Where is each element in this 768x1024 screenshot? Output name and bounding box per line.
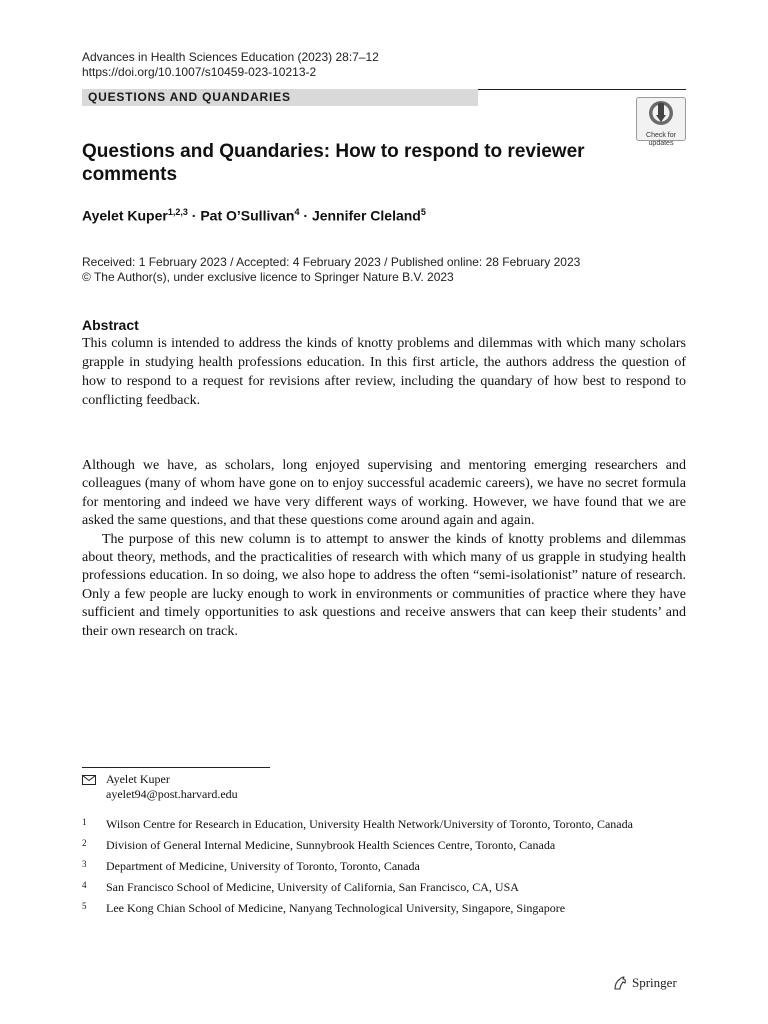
affiliation-number: 3 [82,859,87,869]
author-affil-sup: 1,2,3 [167,207,188,217]
journal-line: Advances in Health Sciences Education (2023) 28:7–12 [82,50,379,64]
author-name[interactable]: Ayelet Kuper [82,207,168,224]
affiliation-number: 4 [82,880,87,890]
affiliation-item [82,838,642,852]
badge-line1: Check for [646,132,676,139]
crossmark-icon [648,100,674,126]
author-name[interactable]: Jennifer Cleland [311,207,421,224]
affiliation-item [82,880,642,894]
affiliation-item [82,859,642,873]
publication-dates: Received: 1 February 2023 / Accepted: 4 February 2023 / Published online: 28 February 2023 [82,255,581,269]
copyright-line: © The Author(s), under exclusive licence to Springer Nature B.V. 2023 [82,270,454,284]
affiliation-number: 2 [82,838,87,848]
body-paragraph: The purpose of this new column is to attempt to answer the kinds of knotty problems and dilemmas about theory, methods, and the practicalities of research with which many of us grapple in studying health professions education. In so doing, we also hope to address the often “semi-isolationist” nature of research. Only a few people are lucky enough to work in environments or communities of practice where they have sufficient and timely opportunities to ask questions and receive answers that can keep their students’ and their own research on track. [82,531,686,639]
publication-info [82,255,580,285]
affiliation-text: Wilson Centre for Research in Education, University Health Network/University of Toronto, Toronto, Canada [106,817,633,831]
springer-horse-icon [612,975,628,991]
footnote-rule [82,767,270,768]
author-list [82,207,426,224]
journal-citation [82,50,379,80]
affiliations [82,817,642,922]
header-rule [478,89,686,90]
corresponding-email[interactable]: ayelet94@post.harvard.edu [106,787,238,801]
section-label: QUESTIONS AND QUANDARIES [82,89,478,106]
body-text [82,457,686,641]
affiliation-item [82,901,642,915]
author-affil-sup: 5 [420,207,426,217]
badge-line2: updates [648,140,674,147]
affiliation-item [82,817,642,831]
affiliation-text: Division of General Internal Medicine, Sunnybrook Health Sciences Centre, Toronto, Canada [106,838,556,852]
envelope-icon [82,775,96,785]
body-paragraph: Although we have, as scholars, long enjoyed supervising and mentoring emerging researchers and colleagues (many of whom have gone on to enjoy successful academic careers), we have no secret formula for mentoring and indeed we have very different ways of working. However, we have found that we are asked the same questions, and that these questions come around again and again. [82,458,686,529]
article-title: Questions and Quandaries: How to respond to reviewer comments [82,141,585,185]
affiliation-number: 1 [82,817,87,827]
affiliation-text: Department of Medicine, University of Toronto, Toronto, Canada [106,859,420,873]
author-name[interactable]: Pat O’Sullivan [200,207,295,224]
publisher-name: Springer [632,975,677,990]
publisher-logo [612,975,677,991]
affiliation-text: San Francisco School of Medicine, University of California, San Francisco, CA, USA [106,880,519,894]
corresponding-name: Ayelet Kuper [106,772,170,786]
author-affil-sup: 4 [294,207,300,217]
abstract-text: This column is intended to address the kinds of knotty problems and dilemmas with which many scholars grapple in studying health professions education. In this first article, the authors address the question of how to respond to a request for revisions after review, including the quandary of how best to respond to conflicting feedback. [82,336,686,408]
author-separator: · [299,207,312,224]
affiliation-number: 5 [82,901,87,911]
affiliation-text: Lee Kong Chian School of Medicine, Nanyang Technological University, Singapore, Singapore [106,901,566,915]
check-for-updates-badge[interactable] [636,97,686,147]
abstract-heading: Abstract [82,317,139,333]
doi-link[interactable]: https://doi.org/10.1007/s10459-023-10213-2 [82,65,317,79]
author-separator: · [187,207,201,224]
